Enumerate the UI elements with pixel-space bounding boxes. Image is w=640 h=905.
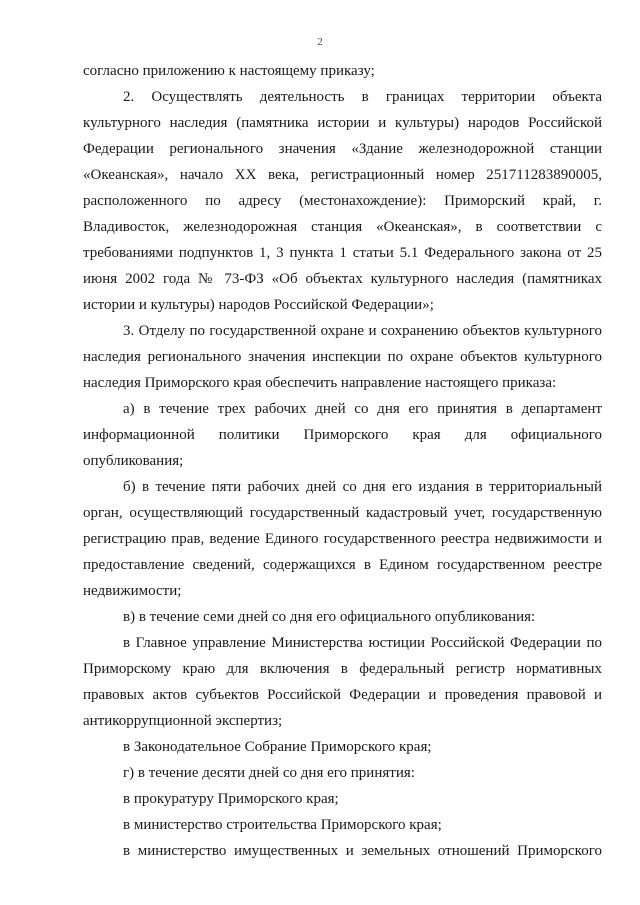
paragraph-subitem-v: в) в течение семи дней со дня его официального опубликования: — [123, 609, 536, 625]
page-number: 2 — [317, 36, 323, 48]
paragraph-subitem-b: б) в течение пяти рабочих дней со дня его издания в территориальный орган, осуществляющий государственный кадастровый учет, государственную регистрацию прав, ведение Единого государственного реестра недвижимости и предоставление сведений, содержащихся в Едином государственном реестре недвижимости; — [83, 479, 602, 599]
paragraph-subitem-g: г) в течение десяти дней со дня его принятия: — [123, 765, 415, 781]
paragraph-ministry-property: в министерство имущественных и земельных отношений Приморского — [123, 843, 602, 859]
paragraph-continuation: согласно приложению к настоящему приказу; — [83, 63, 375, 79]
paragraph-item-2: 2. Осуществлять деятельность в границах территории объекта культурного наследия (памятника истории и культуры) народов Российской Федерации регионального значения «Здание железнодорожной станции «Океанская», начало XX века, регистрационный номер 251711283890005, расположенного по адресу (местонахождение): Приморский край, г. Владивосток, железнодорожная станция «Океанская», в соответствии с требованиями подпунктов 1, 3 пункта 1 статьи 5.1 Федерального закона от 25 июня 2002 года № 73-ФЗ «Об объектах культурного наследия (памятниках истории и культуры) народов Российской Федерации»; — [83, 89, 602, 313]
document-body — [83, 58, 602, 864]
paragraph-legislative-assembly: в Законодательное Собрание Приморского края; — [123, 739, 432, 755]
paragraph-prosecutor: в прокуратуру Приморского края; — [123, 791, 339, 807]
paragraph-ministry-construction: в министерство строительства Приморского края; — [123, 817, 442, 833]
paragraph-item-3: 3. Отделу по государственной охране и сохранению объектов культурного наследия регионального значения инспекции по охране объектов культурного наследия Приморского края обеспечить направление настоящего приказа: — [83, 323, 602, 391]
paragraph-ministry-justice: в Главное управление Министерства юстиции Российской Федерации по Приморскому краю для включения в федеральный регистр нормативных правовых актов субъектов Российской Федерации и проведения правовой и антикоррупционной экспертиз; — [83, 635, 602, 729]
paragraph-subitem-a: а) в течение трех рабочих дней со дня его принятия в департамент информационной политики Приморского края для официального опубликования; — [83, 401, 602, 469]
